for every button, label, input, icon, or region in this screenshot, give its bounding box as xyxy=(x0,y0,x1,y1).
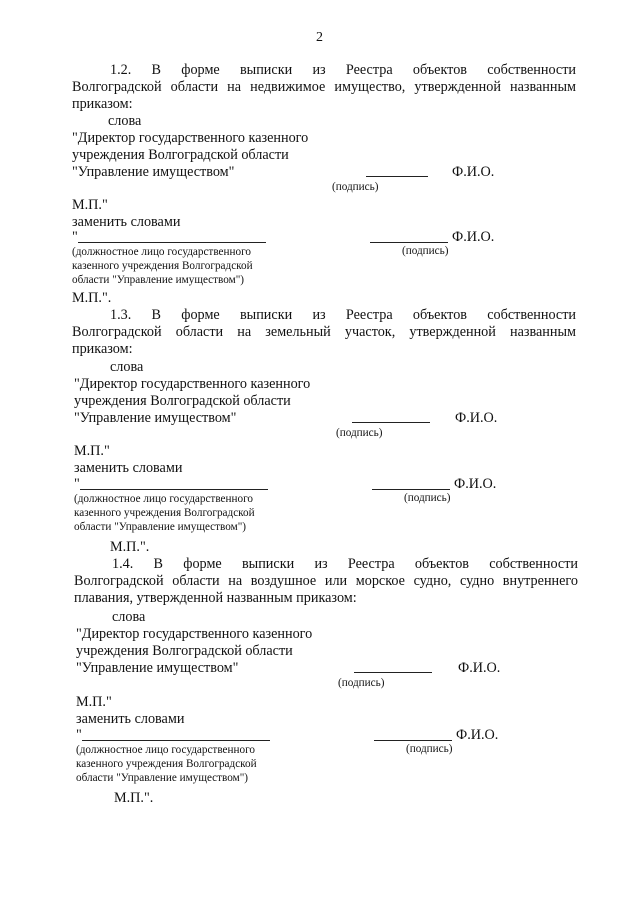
section-line: приказом: xyxy=(72,341,133,357)
old-signature-caption: (подпись) xyxy=(332,181,379,193)
section-line: плавания, утвержденной названным приказом: xyxy=(74,590,357,606)
new-fio: Ф.И.О. xyxy=(456,727,499,743)
old-text-line: учреждения Волгоградской области xyxy=(76,643,293,659)
old-mp: М.П." xyxy=(74,443,110,459)
old-signature-line xyxy=(354,672,432,673)
old-text-line: "Управление имуществом" xyxy=(72,164,235,180)
new-fio: Ф.И.О. xyxy=(452,229,495,245)
quote-open: " xyxy=(76,727,82,743)
new-caption-line: казенного учреждения Волгоградской xyxy=(76,758,257,770)
new-caption-line: области "Управление имуществом") xyxy=(74,521,246,533)
old-fio: Ф.И.О. xyxy=(452,164,495,180)
new-caption-line: казенного учреждения Волгоградской xyxy=(74,507,255,519)
new-mp: М.П.". xyxy=(72,290,112,306)
section-lead: 1.2. В форме выписки из Реестра объектов собственности xyxy=(110,62,576,78)
old-fio: Ф.И.О. xyxy=(458,660,501,676)
old-text-line: учреждения Волгоградской области xyxy=(72,147,289,163)
section-line: Волгоградской области на недвижимое имущество, утвержденной названным xyxy=(72,79,576,95)
new-caption-line: области "Управление имуществом") xyxy=(72,274,244,286)
new-position-line xyxy=(82,740,270,741)
replace-label: заменить словами xyxy=(76,711,185,727)
old-mp: М.П." xyxy=(76,694,112,710)
replace-label: заменить словами xyxy=(74,460,183,476)
words-label: слова xyxy=(112,609,146,625)
section-lead: 1.3. В форме выписки из Реестра объектов собственности xyxy=(110,307,576,323)
new-caption-line: области "Управление имуществом") xyxy=(76,772,248,784)
new-caption-line: казенного учреждения Волгоградской xyxy=(72,260,253,272)
section-line: Волгоградской области на воздушное или морское судно, судно внутреннего xyxy=(74,573,578,589)
old-signature-caption: (подпись) xyxy=(336,427,383,439)
section-line: Волгоградской области на земельный участок, утвержденной названным xyxy=(72,324,576,340)
old-text-line: "Директор государственного казенного xyxy=(74,376,311,392)
new-signature-caption: (подпись) xyxy=(402,245,449,257)
page-number: 2 xyxy=(316,30,323,45)
section-line: приказом: xyxy=(72,96,133,112)
new-mp: М.П.". xyxy=(110,539,150,555)
new-caption-line: (должностное лицо государственного xyxy=(74,493,253,505)
quote-open: " xyxy=(74,476,80,492)
words-label: слова xyxy=(110,359,144,375)
old-fio: Ф.И.О. xyxy=(455,410,498,426)
old-signature-caption: (подпись) xyxy=(338,677,385,689)
words-label: слова xyxy=(108,113,142,129)
old-mp: М.П." xyxy=(72,197,108,213)
section-lead: 1.4. В форме выписки из Реестра объектов собственности xyxy=(112,556,578,572)
old-text-line: "Управление имуществом" xyxy=(74,410,237,426)
new-position-line xyxy=(78,242,266,243)
old-signature-line xyxy=(366,176,428,177)
new-signature-caption: (подпись) xyxy=(404,492,451,504)
new-position-line xyxy=(80,489,268,490)
new-caption-line: (должностное лицо государственного xyxy=(76,744,255,756)
quote-open: " xyxy=(72,229,78,245)
old-text-line: "Директор государственного казенного xyxy=(72,130,309,146)
new-signature-line xyxy=(372,489,450,490)
new-signature-caption: (подпись) xyxy=(406,743,453,755)
new-fio: Ф.И.О. xyxy=(454,476,497,492)
old-text-line: учреждения Волгоградской области xyxy=(74,393,291,409)
replace-label: заменить словами xyxy=(72,214,181,230)
old-signature-line xyxy=(352,422,430,423)
new-signature-line xyxy=(370,242,448,243)
new-caption-line: (должностное лицо государственного xyxy=(72,246,251,258)
old-text-line: "Управление имуществом" xyxy=(76,660,239,676)
old-text-line: "Директор государственного казенного xyxy=(76,626,313,642)
new-signature-line xyxy=(374,740,452,741)
new-mp: М.П.". xyxy=(114,790,154,806)
